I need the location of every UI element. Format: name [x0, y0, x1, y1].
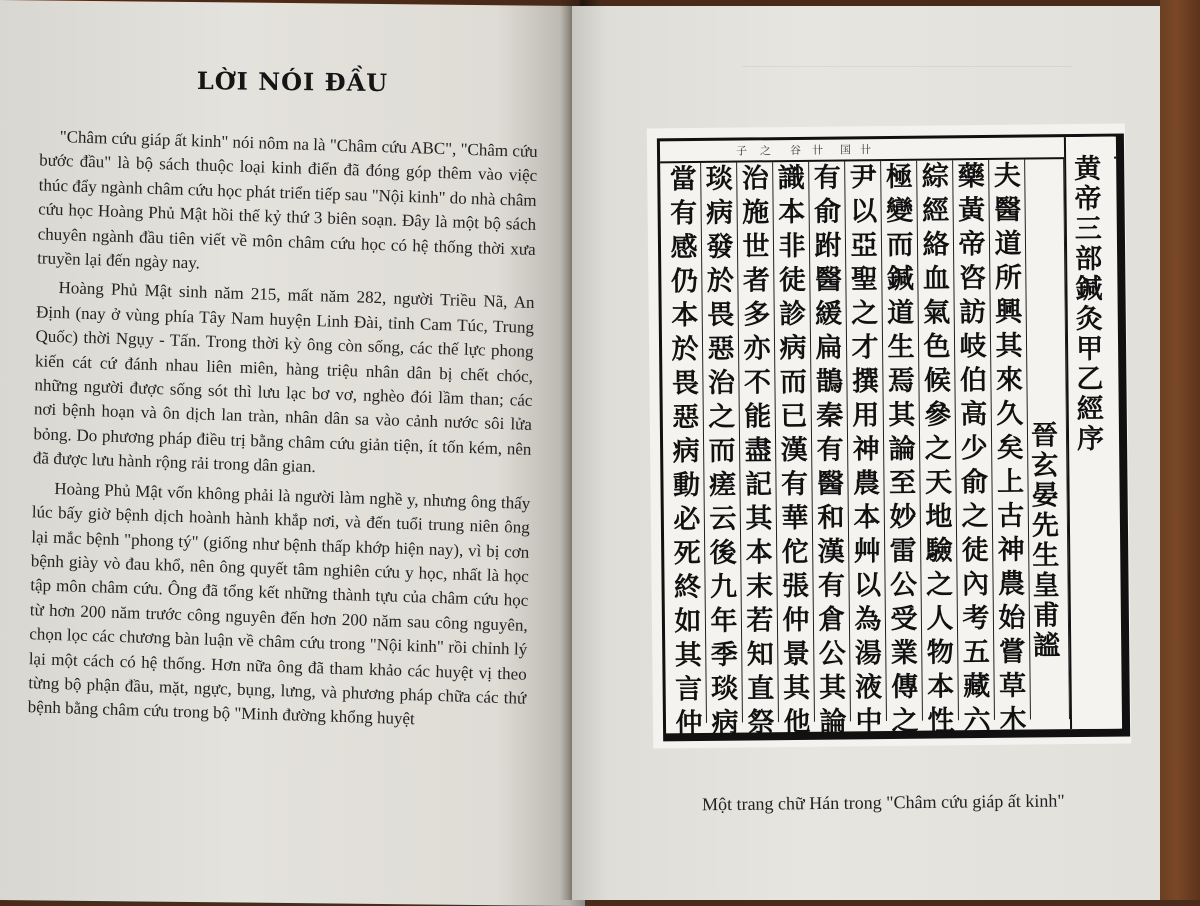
title-glyph: 部 — [1075, 243, 1103, 276]
column-glyph: 論 — [819, 706, 847, 738]
column-glyph: 之 — [891, 705, 919, 737]
author-glyph: 先 — [1031, 510, 1060, 542]
table-surface — [1160, 0, 1200, 900]
woodblock-scan — [647, 124, 1131, 749]
column-glyph: 漢 — [817, 536, 845, 568]
column-glyph: 盡 — [744, 435, 772, 467]
column-glyph: 祭 — [747, 707, 775, 739]
column-glyph: 地 — [925, 501, 953, 533]
column-glyph: 琰 — [705, 163, 733, 195]
column-glyph: 徒 — [961, 534, 989, 567]
column-glyph: 他 — [783, 706, 811, 739]
column-glyph: 至 — [888, 467, 917, 500]
column-glyph: 性 — [927, 705, 955, 737]
column-glyph: 其 — [782, 672, 811, 705]
column-glyph: 黃 — [957, 194, 986, 227]
column-glyph: 感 — [670, 231, 698, 264]
author-glyph: 皇 — [1032, 570, 1060, 602]
column-glyph: 嘗 — [998, 636, 1026, 668]
header-glyph: 子 — [735, 144, 754, 158]
column-glyph: 矣 — [996, 432, 1024, 464]
column-glyph: 醫 — [993, 194, 1022, 226]
column-glyph: 經 — [921, 195, 950, 227]
column-glyph: 本 — [671, 299, 699, 332]
column-glyph: 直 — [746, 673, 775, 705]
column-glyph: 所 — [994, 262, 1023, 294]
column-glyph: 而 — [779, 366, 808, 399]
column-glyph: 以 — [849, 196, 878, 228]
column-glyph: 妙 — [889, 501, 917, 533]
column-glyph: 受 — [890, 603, 918, 635]
column-glyph: 必 — [673, 503, 701, 536]
column-glyph: 不 — [743, 367, 772, 399]
column-glyph: 扁 — [815, 332, 843, 364]
column-glyph: 本 — [777, 196, 806, 229]
column-glyph: 本 — [853, 502, 881, 534]
column-glyph: 內 — [961, 568, 990, 601]
column-glyph: 焉 — [887, 365, 916, 398]
column-glyph: 惡 — [672, 401, 700, 434]
column-glyph: 華 — [781, 502, 809, 535]
column-glyph: 其 — [745, 503, 773, 535]
show-through — [742, 66, 1072, 107]
column-glyph: 有 — [669, 197, 698, 230]
column-glyph: 其 — [995, 330, 1023, 362]
column-glyph: 中 — [855, 706, 883, 738]
column-glyph: 診 — [779, 298, 807, 331]
column-glyph: 高 — [960, 398, 988, 431]
figure-caption: Một trang chữ Hán trong "Châm cứu giáp ất kinh" — [701, 790, 1065, 815]
column-glyph: 有 — [816, 434, 844, 466]
column-glyph: 道 — [994, 228, 1022, 260]
column-glyph: 云 — [709, 503, 737, 535]
paragraph: Hoàng Phủ Mật sinh năm 215, mất năm 282, người Triều Nã, An Định (nay ở vùng phía Tây Nam huyện Linh Đài, tỉnh Cam Túc, Trung Quốc) thời Ngụy - Tấn. Trong thời kỳ ông còn sống, các thế lực phong kiến cát cứ đánh nhau liên miên, hàng triệu nhân dân bị chết chóc, những người được sống sót thì lưu lạc bơ vơ, nghèo đói lầm than; các nơi bệnh hoạn và ôn dịch lan tràn, nhân dân sa vào cảnh nước sôi lửa bỏng. Do phương pháp điều trị bằng châm cứu giản tiện, ít tốn kém, nên đã được lưu hành rộng rải trong dân gian. — [32, 278, 535, 477]
column-glyph: 久 — [996, 398, 1024, 430]
paragraph: "Châm cứu giáp ất kinh" nói nôm na là "Châm cứu ABC", "Châm cứu bước đầu" là bộ sách thuộc loại kinh điển đã đóng góp thêm vào việc thúc đẩy ngành châm cứu học phát triển tiếp sau "Nội kinh" do nhà châm cứu học Hoàng Phủ Mật hồi thế kỷ thứ 3 biên soạn. Đây là một bộ sách chuyên ngành đầu tiên viết về môn châm cứu học có hệ thống thời xưa truyền lại đến ngày nay. — [37, 127, 538, 273]
column-glyph: 論 — [888, 433, 916, 466]
column-glyph: 病 — [779, 332, 807, 365]
column-glyph: 本 — [745, 537, 773, 569]
column-glyph: 俞 — [813, 196, 842, 228]
author-glyph: 甫 — [1032, 600, 1061, 632]
header-glyph: 卄 — [859, 143, 878, 157]
text-column — [990, 160, 1031, 736]
column-glyph: 以 — [853, 570, 882, 602]
column-glyph: 絡 — [922, 229, 950, 261]
column-glyph: 藥 — [957, 160, 985, 193]
column-glyph: 季 — [710, 639, 738, 671]
column-glyph: 其 — [674, 639, 702, 672]
column-glyph: 緩 — [815, 298, 843, 330]
column-glyph: 帝 — [958, 228, 986, 261]
column-glyph: 知 — [746, 639, 774, 671]
column-glyph: 瘥 — [708, 469, 737, 501]
column-glyph: 九 — [709, 571, 738, 603]
paragraph: Hoàng Phủ Mật vốn không phải là người làm nghề y, nhưng ông thấy lúc bấy giờ bệnh dịch hoành hành khắp nơi, và đến tuổi trung niên ông lại mắc bệnh "phong tý" (giống như bệnh thấp khớp hiện nay), vì bị cơn bệnh giày vò đau khổ, nên ông quyết tâm nghiên cứu y học, nhất là học tập môn châm cứu. Ông đã tổng kết những thành tựu của châm cứu học từ hơn 200 năm trước công nguyên đến hơn 200 năm sau công nguyên, chọn lọc các chương bàn luận về châm cứu trong "Nội kinh" rồi chỉnh lý lại một cách có hệ thống. Hơn nữa ông đã tham khảo các huyệt vị theo từng bộ phận đầu, mặt, ngực, bụng, lưng, và phương pháp chữa các thứ bệnh bằng châm cứu trong bộ "Minh đường khổng huyệt — [27, 478, 531, 729]
text-column — [810, 161, 851, 738]
column-glyph: 人 — [926, 603, 954, 635]
text-column — [774, 162, 815, 739]
column-glyph: 伯 — [959, 364, 988, 397]
page-title: LỜI NÓI ĐẦU — [196, 66, 389, 98]
column-glyph: 識 — [777, 162, 805, 195]
text-column — [738, 162, 779, 739]
column-glyph: 發 — [706, 231, 734, 263]
column-glyph: 撰 — [851, 366, 880, 398]
column-glyph: 用 — [852, 400, 880, 432]
column-glyph: 鍼 — [886, 263, 915, 296]
column-glyph: 畏 — [707, 299, 735, 331]
column-glyph: 之 — [925, 569, 954, 601]
column-glyph: 當 — [669, 163, 697, 196]
title-glyph: 灸 — [1075, 303, 1103, 336]
page-body — [27, 124, 537, 740]
column-glyph: 氣 — [923, 297, 951, 329]
column-glyph: 病 — [711, 707, 739, 739]
column-glyph: 俞 — [960, 466, 989, 499]
column-glyph: 本 — [926, 671, 955, 703]
column-glyph: 治 — [707, 367, 736, 399]
column-glyph: 多 — [743, 299, 771, 331]
column-glyph: 其 — [818, 672, 847, 704]
column-glyph: 興 — [995, 296, 1023, 328]
column-glyph: 死 — [673, 537, 701, 570]
column-glyph: 六 — [963, 704, 991, 737]
column-glyph: 雷 — [889, 535, 917, 567]
column-glyph: 於 — [671, 333, 699, 366]
right-page — [572, 6, 1160, 900]
column-glyph: 神 — [997, 534, 1025, 566]
column-glyph: 艸 — [853, 536, 881, 568]
column-glyph: 之 — [924, 433, 952, 465]
column-glyph: 言 — [674, 673, 703, 706]
title-glyph: 甲 — [1075, 333, 1104, 366]
column-glyph: 畏 — [671, 367, 700, 400]
vertical-author — [1031, 421, 1061, 661]
title-glyph: 三 — [1074, 213, 1103, 246]
column-glyph: 道 — [887, 297, 915, 330]
column-glyph: 仲 — [782, 604, 810, 637]
header-glyph: 卄 — [811, 143, 830, 157]
column-glyph: 張 — [781, 570, 810, 603]
column-glyph: 施 — [741, 197, 770, 229]
title-glyph: 序 — [1076, 423, 1105, 456]
column-glyph: 而 — [886, 229, 914, 262]
column-glyph: 變 — [885, 195, 914, 228]
author-glyph: 玄 — [1031, 450, 1059, 482]
column-glyph: 仲 — [675, 707, 703, 740]
title-glyph: 鍼 — [1075, 273, 1103, 306]
column-glyph: 徒 — [778, 264, 807, 297]
column-glyph: 跗 — [814, 230, 842, 262]
column-glyph: 病 — [705, 197, 734, 229]
column-glyph: 亦 — [743, 333, 771, 365]
column-glyph: 考 — [962, 602, 990, 635]
column-glyph: 綜 — [921, 161, 949, 193]
column-glyph: 病 — [672, 435, 700, 468]
column-glyph: 驗 — [925, 535, 953, 567]
column-glyph: 為 — [854, 604, 882, 636]
column-glyph: 公 — [818, 638, 846, 670]
column-glyph: 有 — [780, 468, 809, 501]
column-glyph: 之 — [961, 500, 989, 533]
column-glyph: 倉 — [818, 604, 846, 636]
column-glyph: 末 — [745, 571, 774, 603]
column-glyph: 若 — [746, 605, 774, 637]
column-glyph: 世 — [742, 231, 770, 263]
column-glyph: 始 — [998, 602, 1026, 634]
column-glyph: 醫 — [816, 468, 845, 500]
column-glyph: 湯 — [854, 638, 882, 670]
header-glyph: 国 — [839, 143, 858, 157]
column-glyph: 才 — [851, 332, 879, 364]
column-glyph: 於 — [706, 265, 735, 297]
column-glyph: 液 — [854, 672, 883, 704]
text-column — [666, 163, 707, 740]
vertical-title — [1074, 155, 1104, 455]
column-glyph: 神 — [852, 434, 880, 466]
column-glyph: 之 — [851, 298, 879, 330]
column-glyph: 農 — [997, 568, 1026, 600]
column-glyph: 天 — [924, 467, 953, 499]
column-glyph: 漢 — [780, 434, 808, 467]
column-glyph: 其 — [888, 399, 916, 432]
column-glyph: 來 — [995, 364, 1024, 396]
header-glyph: 之 — [759, 144, 778, 158]
column-glyph: 尹 — [849, 162, 877, 194]
author-glyph: 生 — [1032, 540, 1060, 572]
column-glyph: 聖 — [850, 264, 879, 296]
column-glyph: 仍 — [670, 265, 699, 298]
column-glyph: 有 — [817, 570, 846, 602]
column-glyph: 醫 — [814, 264, 843, 296]
column-glyph: 後 — [709, 537, 737, 569]
title-glyph: 黄 — [1074, 153, 1102, 186]
column-glyph: 年 — [710, 605, 738, 637]
title-glyph: 乙 — [1076, 363, 1104, 396]
column-glyph: 而 — [708, 435, 736, 467]
column-glyph: 者 — [742, 265, 771, 297]
title-glyph: 帝 — [1074, 183, 1102, 216]
author-glyph: 晏 — [1031, 480, 1059, 512]
column-glyph: 公 — [889, 569, 918, 601]
column-glyph: 鵲 — [815, 366, 844, 398]
column-glyph: 藏 — [962, 670, 991, 703]
column-glyph: 訪 — [959, 296, 987, 329]
column-glyph: 參 — [924, 399, 952, 431]
title-glyph: 經 — [1076, 393, 1104, 426]
text-column — [954, 160, 995, 737]
column-glyph: 上 — [996, 466, 1025, 498]
column-glyph: 終 — [673, 571, 702, 604]
column-glyph: 和 — [817, 502, 845, 534]
column-glyph: 已 — [780, 400, 808, 433]
column-glyph: 咨 — [958, 262, 987, 295]
column-glyph: 之 — [708, 401, 736, 433]
column-glyph: 血 — [922, 263, 951, 295]
column-glyph: 少 — [960, 432, 988, 465]
author-glyph: 謐 — [1033, 630, 1061, 662]
column-glyph: 木 — [999, 704, 1027, 736]
column-glyph: 業 — [890, 637, 918, 669]
column-glyph: 候 — [923, 365, 952, 397]
column-glyph: 如 — [674, 605, 702, 638]
column-glyph: 極 — [885, 161, 913, 194]
column-glyph: 古 — [997, 500, 1025, 532]
column-glyph: 五 — [962, 636, 990, 669]
column-glyph: 琰 — [710, 673, 739, 705]
author-glyph: 晉 — [1030, 420, 1059, 452]
title-column — [1064, 137, 1120, 729]
column-glyph: 夫 — [993, 160, 1021, 192]
text-column — [918, 160, 959, 737]
header-glyph: 谷 — [789, 143, 808, 158]
column-glyph: 岐 — [959, 330, 987, 363]
text-column — [846, 161, 887, 738]
woodblock-frame — [657, 134, 1130, 742]
text-column — [882, 161, 923, 737]
column-glyph: 治 — [741, 163, 769, 195]
column-glyph: 動 — [672, 469, 701, 502]
text-column — [702, 163, 743, 739]
column-glyph: 色 — [923, 331, 951, 363]
column-glyph: 秦 — [816, 400, 844, 432]
column-glyph: 傳 — [890, 671, 919, 703]
column-glyph: 物 — [926, 637, 954, 669]
column-glyph: 惡 — [707, 333, 735, 365]
column-glyph: 非 — [778, 230, 806, 263]
column-glyph: 佗 — [781, 536, 809, 569]
column-glyph: 有 — [813, 162, 841, 194]
column-glyph: 草 — [998, 670, 1027, 702]
column-glyph: 生 — [887, 331, 915, 364]
column-glyph: 記 — [744, 469, 773, 501]
column-glyph: 能 — [744, 401, 772, 433]
left-page — [0, 0, 585, 906]
column-glyph: 景 — [782, 638, 810, 671]
column-glyph: 農 — [852, 468, 881, 500]
author-column — [1025, 159, 1070, 719]
column-glyph: 亞 — [850, 230, 878, 262]
